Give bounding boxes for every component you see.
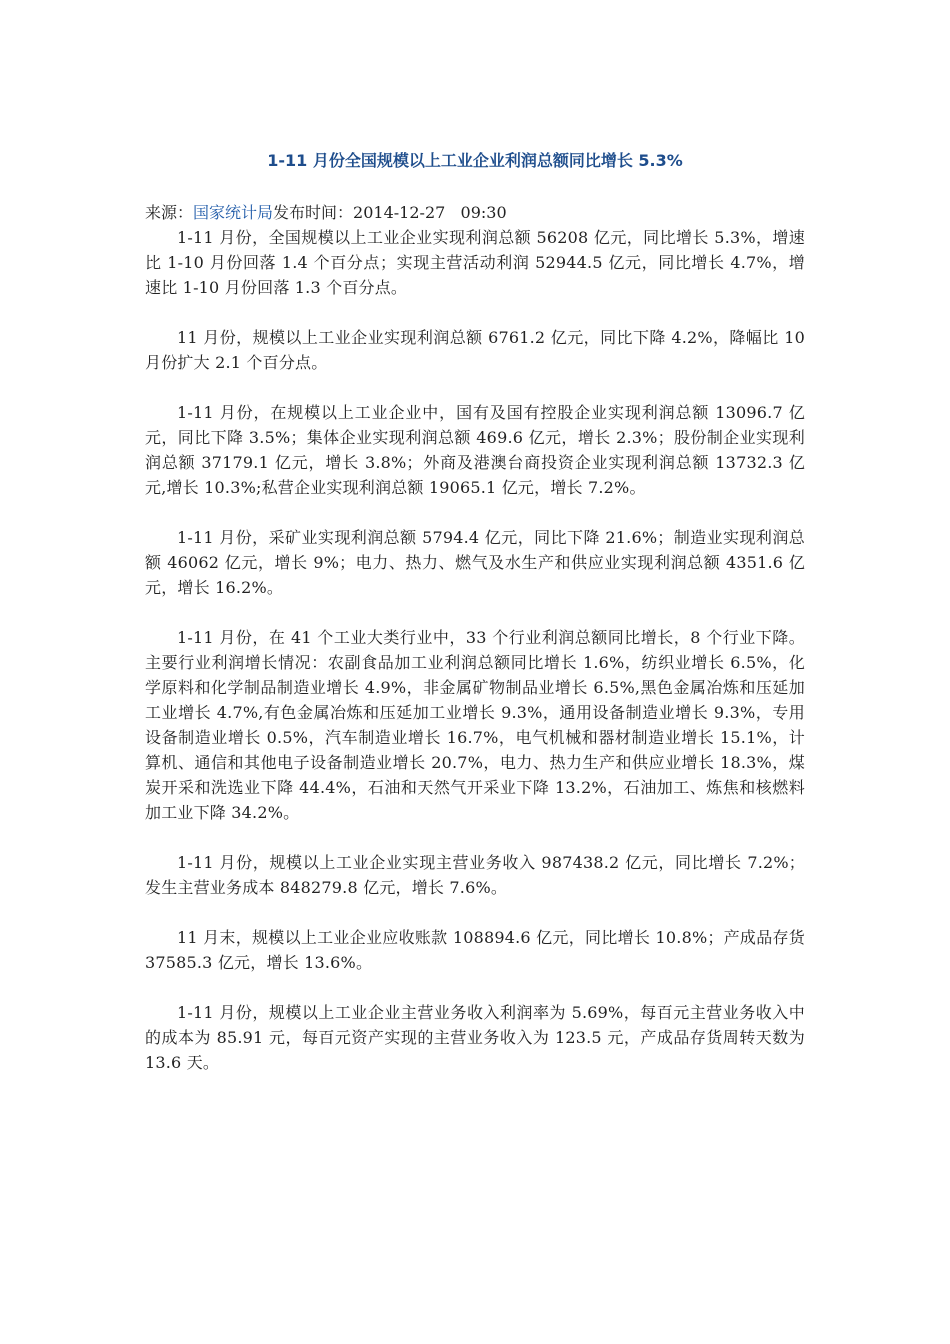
article: [145, 150, 805, 1100]
paragraph: 11 月份，规模以上工业企业实现利润总额 6761.2 亿元，同比下降 4.2%，降幅比 10 月份扩大 2.1 个百分点。: [145, 328, 805, 372]
source-link[interactable]: 国家统计局: [193, 203, 274, 222]
paragraph: 1-11 月份，规模以上工业企业实现主营业务收入 987438.2 亿元，同比增长 7.2%；发生主营业务成本 848279.8 亿元，增长 7.6%。: [145, 853, 805, 897]
paragraph: 1-11 月份，在 41 个工业大类行业中，33 个行业利润总额同比增长，8 个行业下降。主要行业利润增长情况：农副食品加工业利润总额同比增长 1.6%，纺织业增长 6.5%，化学原料和化学制品制造业增长 4.9%，非金属矿物制品业增长 6.5%,黑色金属冶炼和压延加工业增长 4.7%,有色金属冶炼和压延加工业增长 9.3%，通用设备制造业增长 9.3%，专用设备制造业增长 0.5%，汽车制造业增长 16.7%，电气机械和器材制造业增长 15.1%，计算机、通信和其他电子设备制造业增长 20.7%，电力、热力生产和供应业增长 18.3%，煤炭开采和洗选业下降 44.4%，石油和天然气开采业下降 13.2%，石油加工、炼焦和核燃料加工业下降 34.2%。: [145, 628, 805, 822]
publish-label: 发布时间：: [273, 203, 354, 222]
article-meta: [145, 200, 805, 225]
paragraph: 1-11 月份，全国规模以上工业企业实现利润总额 56208 亿元，同比增长 5.3%，增速比 1-10 月份回落 1.4 个百分点；实现主营活动利润 52944.5 亿元，同比增长 4.7%，增速比 1-10 月份回落 1.3 个百分点。: [145, 228, 805, 297]
paragraph: 11 月末，规模以上工业企业应收账款 108894.6 亿元，同比增长 10.8%；产成品存货 37585.3 亿元，增长 13.6%。: [145, 928, 805, 972]
article-title: 1-11 月份全国规模以上工业企业利润总额同比增长 5.3%: [267, 151, 683, 170]
paragraph: 1-11 月份，采矿业实现利润总额 5794.4 亿元，同比下降 21.6%；制造业实现利润总额 46062 亿元，增长 9%；电力、热力、燃气及水生产和供应业实现利润总额 4351.6 亿元，增长 16.2%。: [145, 528, 805, 597]
publish-time: 2014-12-27 09:30: [353, 203, 507, 222]
paragraph: 1-11 月份，在规模以上工业企业中，国有及国有控股企业实现利润总额 13096.7 亿元，同比下降 3.5%；集体企业实现利润总额 469.6 亿元，增长 2.3%；股份制企业实现利润总额 37179.1 亿元，增长 3.8%；外商及港澳台商投资企业实现利润总额 13732.3 亿元,增长 10.3%;私营企业实现利润总额 19065.1 亿元，增长 7.2%。: [145, 403, 805, 497]
paragraph: 1-11 月份，规模以上工业企业主营业务收入利润率为 5.69%，每百元主营业务收入中的成本为 85.91 元，每百元资产实现的主营业务收入为 123.5 元，产成品存货周转天数为 13.6 天。: [145, 1003, 805, 1072]
source-label: 来源：: [145, 203, 194, 222]
